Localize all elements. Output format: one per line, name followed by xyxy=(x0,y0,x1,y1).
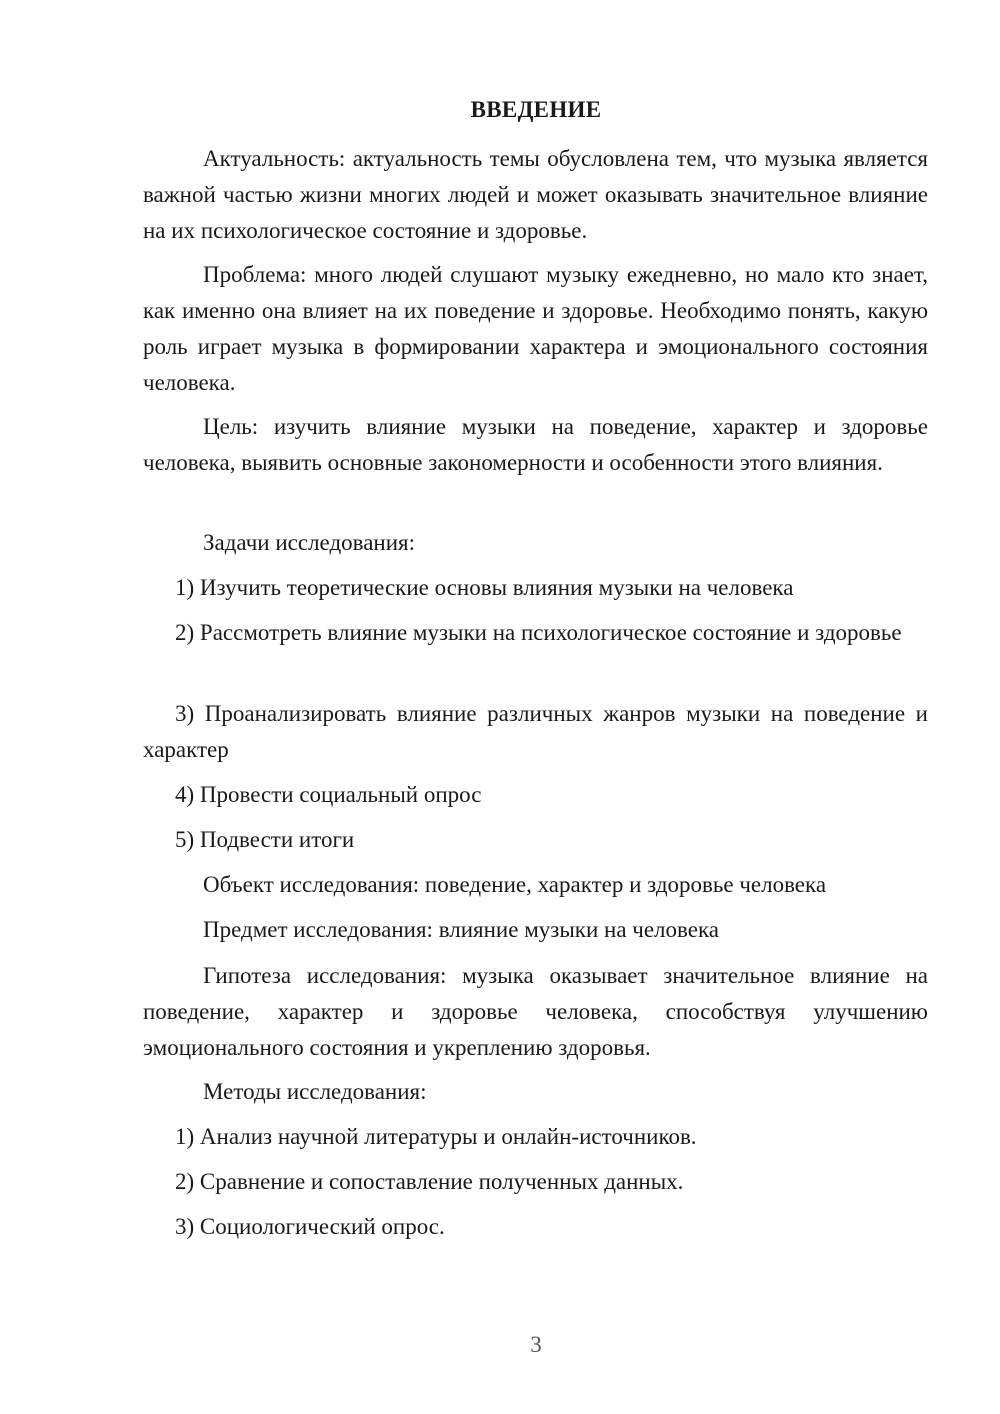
method-item-2: 2) Сравнение и сопоставление полученных данных. xyxy=(175,1169,684,1194)
section-heading: ВВЕДЕНИЕ xyxy=(470,97,602,122)
task-item-5: 5) Подвести итоги xyxy=(175,827,355,852)
task-item-3: 3) Проанализировать влияние различных жанров музыки на поведение и характер xyxy=(143,701,928,762)
page-number: 3 xyxy=(530,1332,542,1357)
paragraph-hypothesis: Гипотеза исследования: музыка оказывает значительное влияние на поведение, характер и здоровье человека, способствуя улучшению эмоционального состояния и укреплению здоровья. xyxy=(143,963,928,1060)
paragraph-subject: Предмет исследования: влияние музыки на человека xyxy=(203,917,720,942)
paragraph-problem: Проблема: много людей слушают музыку ежедневно, но мало кто знает, как именно она влияет на их поведение и здоровье. Необходимо понять, какую роль играет музыка в формировании характера и эмоционального состояния человека. xyxy=(143,262,928,395)
task-item-4: 4) Провести социальный опрос xyxy=(175,782,482,807)
task-item-2: 2) Рассмотреть влияние музыки на психологическое состояние и здоровье xyxy=(175,620,902,645)
method-item-1: 1) Анализ научной литературы и онлайн-источников. xyxy=(175,1124,697,1149)
paragraph-methods-heading: Методы исследования: xyxy=(203,1079,427,1104)
task-item-1: 1) Изучить теоретические основы влияния музыки на человека xyxy=(175,575,794,600)
paragraph-goal: Цель: изучить влияние музыки на поведение, характер и здоровье человека, выявить основные закономерности и особенности этого влияния. xyxy=(143,414,928,475)
method-item-3: 3) Социологический опрос. xyxy=(175,1214,445,1239)
paragraph-tasks-heading: Задачи исследования: xyxy=(203,530,416,555)
paragraph-relevance: Актуальность: актуальность темы обусловлена тем, что музыка является важной частью жизни многих людей и может оказывать значительное влияние на их психологическое состояние и здоровье. xyxy=(143,146,928,243)
paragraph-object: Объект исследования: поведение, характер и здоровье человека xyxy=(203,872,827,897)
